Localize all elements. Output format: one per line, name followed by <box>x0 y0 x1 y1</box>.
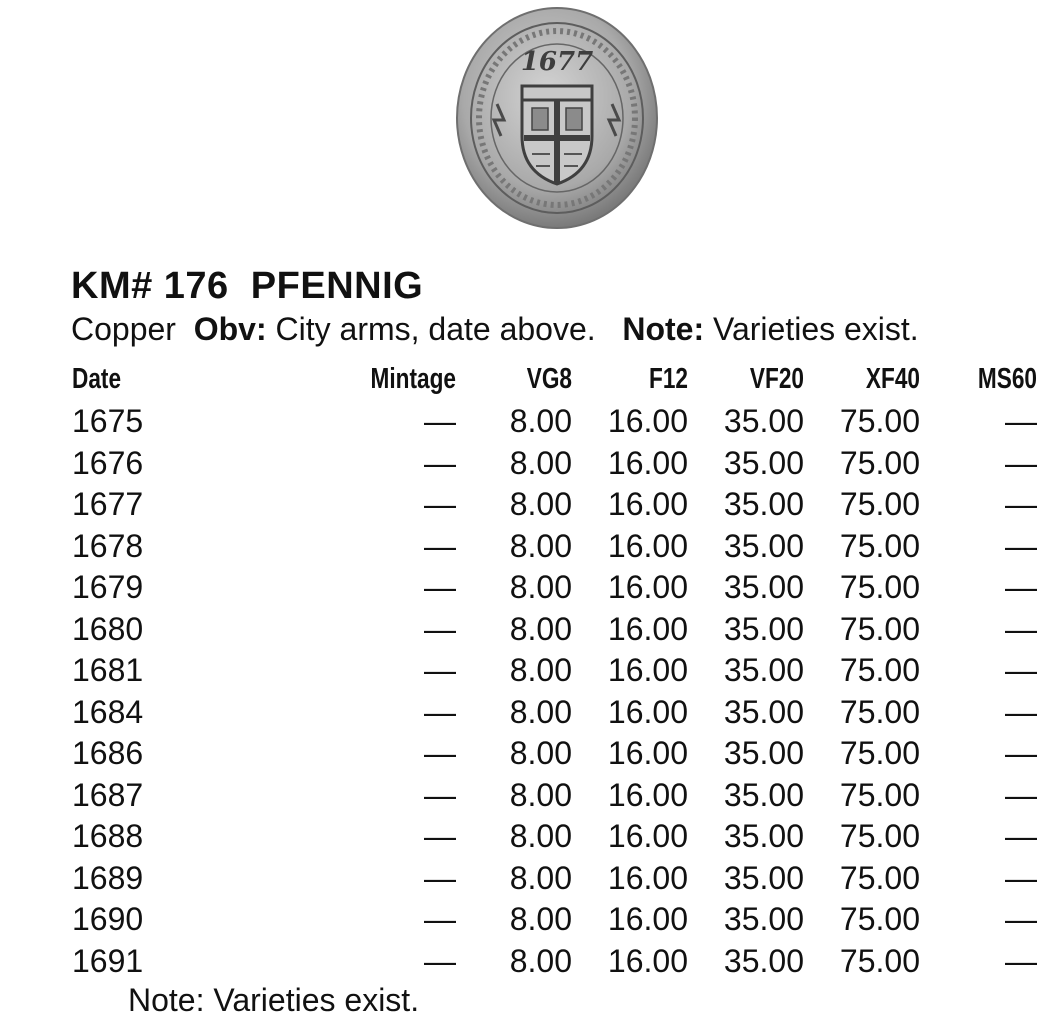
table-row <box>72 899 1037 941</box>
header-ms60: MS60 <box>977 362 1037 395</box>
obverse-label: Obv: <box>193 311 267 347</box>
cell-vg8: 8.00 <box>509 901 572 938</box>
cell-vg8: 8.00 <box>509 444 572 481</box>
cell-xf40: 75.00 <box>839 693 920 730</box>
cell-mintage: — <box>424 818 456 855</box>
table-row <box>72 567 1037 609</box>
price-table <box>72 357 1037 982</box>
cell-vf20: 35.00 <box>723 403 804 440</box>
cell-mintage: — <box>424 942 456 979</box>
cell-f12: 16.00 <box>607 527 688 564</box>
cell-vf20: 35.00 <box>723 776 804 813</box>
cell-vg8: 8.00 <box>509 569 572 606</box>
cell-ms60: — <box>1005 569 1037 606</box>
cell-f12: 16.00 <box>607 486 688 523</box>
cell-ms60: — <box>1005 776 1037 813</box>
cell-vg8: 8.00 <box>509 527 572 564</box>
cell-vf20: 35.00 <box>723 859 804 896</box>
cell-mintage: — <box>424 901 456 938</box>
cell-f12: 16.00 <box>607 818 688 855</box>
cell-xf40: 75.00 <box>839 818 920 855</box>
cell-date: 1690 <box>72 901 144 938</box>
cell-f12: 16.00 <box>607 735 688 772</box>
cell-ms60: — <box>1005 403 1037 440</box>
obverse-text: City arms, date above. <box>275 311 596 347</box>
cell-mintage: — <box>424 652 456 689</box>
cell-xf40: 75.00 <box>839 776 920 813</box>
cell-mintage: — <box>424 527 456 564</box>
cell-date: 1684 <box>72 693 144 730</box>
cell-date: 1689 <box>72 859 144 896</box>
cell-f12: 16.00 <box>607 403 688 440</box>
header-vg8: VG8 <box>526 362 572 395</box>
cell-ms60: — <box>1005 942 1037 979</box>
cell-mintage: — <box>424 486 456 523</box>
cell-vf20: 35.00 <box>723 818 804 855</box>
cell-ms60: — <box>1005 859 1037 896</box>
table-row <box>72 401 1037 443</box>
cell-vg8: 8.00 <box>509 693 572 730</box>
note-label: Note: <box>622 311 705 347</box>
cell-vf20: 35.00 <box>723 610 804 647</box>
cell-vf20: 35.00 <box>723 652 804 689</box>
header-xf40: XF40 <box>865 362 920 395</box>
cell-vg8: 8.00 <box>509 486 572 523</box>
cell-date: 1675 <box>72 403 144 440</box>
cell-mintage: — <box>424 859 456 896</box>
cell-vf20: 35.00 <box>723 486 804 523</box>
table-row <box>72 941 1037 983</box>
cell-ms60: — <box>1005 610 1037 647</box>
cell-vg8: 8.00 <box>509 403 572 440</box>
note-text: Varieties exist. <box>712 311 919 347</box>
cell-ms60: — <box>1005 652 1037 689</box>
cell-vg8: 8.00 <box>509 818 572 855</box>
cell-ms60: — <box>1005 527 1037 564</box>
cell-mintage: — <box>424 776 456 813</box>
cell-ms60: — <box>1005 444 1037 481</box>
cell-mintage: — <box>424 569 456 606</box>
cell-xf40: 75.00 <box>839 486 920 523</box>
cell-vg8: 8.00 <box>509 859 572 896</box>
cell-f12: 16.00 <box>607 444 688 481</box>
cell-xf40: 75.00 <box>839 527 920 564</box>
cell-f12: 16.00 <box>607 942 688 979</box>
cell-f12: 16.00 <box>607 652 688 689</box>
table-row <box>72 775 1037 817</box>
cell-vf20: 35.00 <box>723 444 804 481</box>
header-f12: F12 <box>649 362 688 395</box>
cell-vf20: 35.00 <box>723 569 804 606</box>
table-row <box>72 650 1037 692</box>
header-vf20: VF20 <box>749 362 804 395</box>
city-arms-shield-icon <box>522 86 592 184</box>
table-row <box>72 609 1037 651</box>
cell-xf40: 75.00 <box>839 942 920 979</box>
cell-date: 1686 <box>72 735 144 772</box>
cell-date: 1677 <box>72 486 144 523</box>
table-row <box>72 443 1037 485</box>
cell-f12: 16.00 <box>607 610 688 647</box>
cell-date: 1681 <box>72 652 144 689</box>
cell-ms60: — <box>1005 693 1037 730</box>
cell-xf40: 75.00 <box>839 735 920 772</box>
metal-text: Copper <box>71 311 176 347</box>
cell-xf40: 75.00 <box>839 444 920 481</box>
cell-vf20: 35.00 <box>723 735 804 772</box>
cell-mintage: — <box>424 444 456 481</box>
coin-image <box>452 4 662 232</box>
table-row <box>72 692 1037 734</box>
cell-mintage: — <box>424 735 456 772</box>
cell-f12: 16.00 <box>607 776 688 813</box>
cell-vg8: 8.00 <box>509 942 572 979</box>
cell-date: 1676 <box>72 444 144 481</box>
cell-ms60: — <box>1005 486 1037 523</box>
cell-date: 1691 <box>72 942 144 979</box>
header-mintage: Mintage <box>370 362 456 395</box>
cell-vf20: 35.00 <box>723 901 804 938</box>
cell-xf40: 75.00 <box>839 901 920 938</box>
cell-date: 1680 <box>72 610 144 647</box>
cell-vf20: 35.00 <box>723 527 804 564</box>
table-row <box>72 733 1037 775</box>
table-header-row <box>72 357 1037 401</box>
table-row <box>72 858 1037 900</box>
cell-vf20: 35.00 <box>723 942 804 979</box>
cell-vg8: 8.00 <box>509 735 572 772</box>
cell-xf40: 75.00 <box>839 403 920 440</box>
cell-xf40: 75.00 <box>839 569 920 606</box>
listing-description <box>71 311 919 348</box>
cell-mintage: — <box>424 403 456 440</box>
cell-xf40: 75.00 <box>839 610 920 647</box>
table-row <box>72 526 1037 568</box>
cell-date: 1687 <box>72 776 144 813</box>
header-date: Date <box>72 362 122 395</box>
cell-ms60: — <box>1005 818 1037 855</box>
cell-f12: 16.00 <box>607 569 688 606</box>
cell-xf40: 75.00 <box>839 859 920 896</box>
listing-title: KM# 176 PFENNIG <box>71 265 424 307</box>
table-row <box>72 484 1037 526</box>
cell-vg8: 8.00 <box>509 610 572 647</box>
cell-vf20: 35.00 <box>723 693 804 730</box>
cell-vg8: 8.00 <box>509 652 572 689</box>
cell-date: 1679 <box>72 569 144 606</box>
cell-date: 1678 <box>72 527 144 564</box>
coin-date-text: 1677 <box>520 47 594 77</box>
cell-mintage: — <box>424 610 456 647</box>
cell-xf40: 75.00 <box>839 652 920 689</box>
cell-f12: 16.00 <box>607 901 688 938</box>
cell-f12: 16.00 <box>607 859 688 896</box>
cell-ms60: — <box>1005 901 1037 938</box>
cell-date: 1688 <box>72 818 144 855</box>
cell-mintage: — <box>424 693 456 730</box>
cell-vg8: 8.00 <box>509 776 572 813</box>
cut-off-note: Note: Varieties exist. <box>128 982 420 1018</box>
cell-f12: 16.00 <box>607 693 688 730</box>
cell-ms60: — <box>1005 735 1037 772</box>
table-row <box>72 816 1037 858</box>
